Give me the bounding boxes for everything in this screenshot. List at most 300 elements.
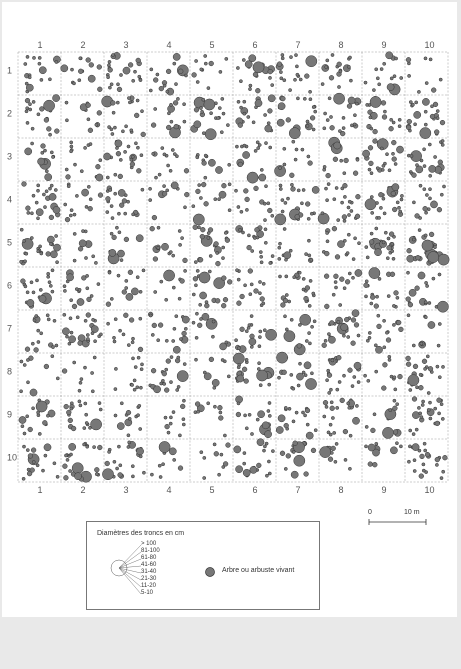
tree-symbol — [158, 323, 163, 328]
row-label: 10 — [7, 452, 18, 463]
tree-symbol — [374, 249, 381, 256]
tree-symbol — [127, 445, 130, 448]
tree-symbol — [292, 420, 295, 423]
tree-symbol — [95, 473, 98, 476]
tree-symbol — [163, 84, 166, 87]
tree-symbol — [269, 146, 272, 149]
tree-symbol — [79, 240, 86, 247]
tree-symbol — [130, 158, 133, 161]
tree-symbol — [26, 449, 29, 452]
tree-symbol — [308, 332, 311, 335]
tree-symbol — [26, 291, 29, 294]
tree-symbol — [114, 318, 117, 321]
tree-symbol — [428, 143, 431, 146]
tree-symbol — [264, 113, 267, 116]
tree-symbol — [254, 289, 259, 294]
tree-symbol — [302, 188, 305, 191]
tree-symbol — [422, 240, 433, 251]
tree-symbol — [415, 214, 420, 219]
tree-symbol — [70, 68, 73, 71]
tree-symbol — [40, 78, 43, 81]
tree-symbol — [306, 120, 309, 123]
tree-symbol — [40, 252, 43, 255]
tree-symbol — [158, 464, 161, 467]
tree-symbol — [434, 407, 437, 410]
tree-symbol — [102, 469, 113, 480]
tree-symbol — [363, 150, 370, 157]
tree-symbol — [376, 167, 379, 170]
tree-symbol — [368, 331, 371, 334]
tree-symbol — [38, 62, 41, 65]
tree-symbol — [194, 121, 201, 128]
tree-symbol — [375, 227, 378, 230]
tree-symbol — [290, 183, 293, 186]
tree-symbol — [24, 62, 27, 65]
tree-symbol — [218, 107, 221, 110]
tree-symbol — [368, 336, 371, 339]
tree-symbol — [78, 341, 83, 346]
tree-symbol — [199, 196, 202, 199]
tree-symbol — [412, 412, 419, 419]
column-label: 8 — [338, 40, 344, 50]
legend — [86, 521, 320, 610]
tree-symbol — [47, 275, 50, 278]
tree-symbol — [300, 314, 311, 325]
tree-symbol — [166, 359, 171, 364]
tree-symbol — [420, 342, 423, 345]
tree-symbol — [328, 97, 331, 100]
tree-symbol — [339, 70, 342, 73]
tree-symbol — [140, 368, 143, 371]
tree-symbol — [62, 369, 67, 374]
tree-symbol — [220, 131, 223, 134]
tree-symbol — [442, 470, 445, 473]
tree-symbol — [259, 384, 262, 387]
tree-symbol — [182, 331, 187, 336]
tree-symbol — [275, 214, 286, 225]
column-label: 6 — [252, 485, 258, 495]
tree-symbol — [424, 57, 427, 60]
tree-symbol — [73, 163, 76, 166]
tree-symbol — [424, 301, 427, 304]
tree-symbol — [208, 159, 215, 166]
tree-symbol — [258, 336, 261, 339]
tree-symbol — [227, 280, 232, 285]
tree-symbol — [413, 364, 418, 369]
tree-symbol — [82, 189, 89, 196]
tree-symbol — [420, 454, 425, 459]
tree-symbol — [387, 295, 390, 298]
tree-symbol — [237, 278, 240, 281]
tree-symbol — [78, 69, 83, 74]
tree-symbol — [70, 407, 73, 410]
tree-symbol — [240, 327, 245, 332]
tree-symbol — [279, 166, 282, 169]
tree-symbol — [69, 336, 76, 343]
tree-symbol — [419, 184, 422, 187]
tree-symbol — [70, 209, 73, 212]
tree-symbol — [195, 402, 200, 407]
tree-symbol — [131, 155, 134, 158]
tree-symbol — [415, 386, 418, 389]
tree-symbol — [386, 257, 389, 260]
tree-symbol — [200, 451, 203, 454]
tree-symbol — [312, 186, 319, 193]
tree-symbol — [184, 168, 189, 173]
tree-symbol — [199, 272, 210, 283]
tree-symbol — [334, 460, 337, 463]
tree-symbol — [379, 206, 382, 209]
tree-symbol — [38, 158, 45, 165]
tree-symbol — [162, 191, 167, 196]
tree-symbol — [291, 471, 298, 478]
tree-symbol — [437, 207, 442, 212]
tree-symbol — [245, 208, 248, 211]
tree-symbol — [165, 298, 168, 301]
tree-symbol — [214, 198, 217, 201]
tree-symbol — [260, 255, 263, 258]
tree-symbol — [392, 323, 395, 326]
tree-symbol — [207, 232, 210, 235]
tree-symbol — [30, 236, 33, 239]
tree-symbol — [194, 261, 197, 264]
row-label: 7 — [7, 323, 13, 334]
tree-symbol — [320, 447, 331, 458]
tree-symbol — [237, 205, 240, 208]
tree-symbol — [116, 467, 119, 470]
tree-symbol — [341, 201, 344, 204]
column-label: 3 — [123, 40, 129, 50]
tree-symbol — [314, 429, 317, 432]
tree-symbol — [31, 342, 34, 345]
tree-symbol — [321, 83, 324, 86]
tree-symbol — [253, 72, 258, 77]
tree-symbol — [253, 62, 264, 73]
tree-symbol — [166, 125, 171, 130]
tree-symbol — [137, 448, 144, 455]
tree-symbol — [180, 279, 185, 284]
tree-symbol — [290, 318, 293, 321]
tree-symbol — [267, 122, 270, 125]
tree-symbol — [267, 409, 270, 412]
tree-symbol — [394, 291, 399, 296]
tree-symbol — [334, 286, 337, 289]
tree-symbol — [174, 124, 179, 129]
tree-symbol — [46, 127, 51, 132]
tree-symbol — [22, 182, 27, 187]
tree-symbol — [164, 270, 175, 281]
tree-symbol — [96, 164, 101, 169]
tree-symbol — [136, 146, 139, 149]
tree-symbol — [69, 443, 76, 450]
tree-symbol — [166, 90, 169, 93]
tree-symbol — [304, 296, 309, 301]
column-label: 8 — [338, 485, 344, 495]
tree-symbol — [114, 192, 117, 195]
tree-symbol — [326, 199, 329, 202]
tree-symbol — [407, 248, 412, 253]
tree-symbol — [99, 408, 102, 411]
tree-symbol — [245, 330, 248, 333]
tree-symbol — [283, 163, 286, 166]
tree-symbol — [221, 97, 224, 100]
tree-symbol — [431, 88, 436, 93]
tree-symbol — [378, 83, 381, 86]
tree-symbol — [364, 374, 367, 377]
tree-symbol — [347, 335, 350, 338]
tree-symbol — [347, 213, 350, 216]
tree-symbol — [280, 451, 285, 456]
tree-symbol — [39, 295, 46, 302]
tree-symbol — [369, 116, 372, 119]
tree-symbol — [32, 56, 35, 59]
tree-symbol — [70, 331, 73, 334]
tree-symbol — [165, 368, 168, 371]
tree-symbol — [343, 172, 346, 175]
tree-symbol — [116, 101, 119, 104]
tree-symbol — [22, 477, 25, 480]
tree-symbol — [269, 261, 272, 264]
tree-symbol — [323, 127, 326, 130]
tree-symbol — [238, 228, 241, 231]
row-label: 3 — [7, 151, 13, 162]
tree-symbol — [107, 322, 110, 325]
tree-symbol — [104, 153, 111, 160]
column-label: 9 — [381, 40, 387, 50]
tree-symbol — [206, 318, 217, 329]
tree-symbol — [264, 228, 267, 231]
tree-symbol — [301, 148, 304, 151]
tree-symbol — [51, 346, 54, 349]
tree-symbol — [393, 430, 398, 435]
tree-symbol — [64, 475, 69, 480]
tree-symbol — [27, 299, 34, 306]
tree-symbol — [330, 401, 333, 404]
tree-symbol — [283, 298, 288, 303]
tree-symbol — [304, 74, 309, 79]
tree-symbol — [297, 189, 300, 192]
tree-symbol — [257, 370, 268, 381]
tree-symbol — [61, 65, 68, 72]
tree-symbol — [25, 252, 28, 255]
tree-symbol — [286, 454, 291, 459]
tree-symbol — [285, 275, 288, 278]
tree-symbol — [399, 327, 404, 332]
tree-symbol — [356, 194, 361, 199]
tree-symbol — [85, 413, 88, 416]
tree-symbol — [70, 299, 73, 302]
tree-symbol — [258, 292, 261, 295]
tree-symbol — [207, 87, 210, 90]
tree-symbol — [418, 449, 421, 452]
tree-symbol — [368, 462, 373, 467]
tree-symbol — [48, 187, 51, 190]
tree-symbol — [264, 142, 267, 145]
tree-symbol — [63, 285, 66, 288]
tree-symbol — [182, 423, 185, 426]
tree-symbol — [429, 165, 436, 172]
tree-symbol — [331, 416, 334, 419]
tree-symbol — [65, 101, 68, 104]
tree-symbol — [245, 358, 248, 361]
tree-symbol — [334, 142, 341, 149]
tree-symbol — [90, 294, 93, 297]
tree-symbol — [199, 303, 202, 306]
tree-symbol — [412, 344, 415, 347]
tree-symbol — [244, 284, 247, 287]
tree-symbol — [271, 84, 274, 87]
tree-symbol — [289, 173, 294, 178]
tree-symbol — [50, 251, 57, 258]
tree-symbol — [30, 212, 33, 215]
column-label: 2 — [80, 485, 86, 495]
tree-symbol — [174, 83, 177, 86]
tree-symbol — [50, 151, 53, 154]
tree-symbol — [84, 146, 87, 149]
tree-symbol — [339, 303, 342, 306]
tree-symbol — [347, 402, 350, 405]
tree-symbol — [154, 107, 157, 110]
tree-symbol — [131, 341, 134, 344]
tree-symbol — [99, 159, 102, 162]
tree-symbol — [154, 176, 157, 179]
tree-symbol — [221, 358, 224, 361]
tree-symbol — [268, 109, 273, 114]
tree-symbol — [225, 341, 228, 344]
row-label: 9 — [7, 409, 13, 420]
tree-symbol — [23, 432, 26, 435]
map-sheet — [2, 2, 457, 617]
tree-symbol — [351, 341, 356, 346]
tree-symbol — [97, 445, 102, 450]
tree-symbol — [248, 88, 251, 91]
tree-symbol — [77, 298, 84, 305]
tree-symbol — [364, 283, 369, 288]
tree-symbol — [302, 277, 305, 280]
tree-symbol — [51, 290, 54, 293]
scale-end: 10 m — [404, 509, 420, 516]
tree-symbol — [393, 406, 398, 411]
tree-symbol — [294, 54, 297, 57]
tree-symbol — [37, 329, 40, 332]
tree-symbol — [173, 153, 176, 156]
tree-symbol — [37, 184, 40, 187]
tree-symbol — [115, 140, 122, 147]
tree-symbol — [113, 460, 116, 463]
tree-symbol — [293, 276, 296, 279]
tree-symbol — [324, 304, 329, 309]
tree-symbol — [164, 388, 169, 393]
tree-symbol — [366, 256, 369, 259]
tree-symbol — [204, 154, 207, 157]
tree-symbol — [400, 76, 403, 79]
tree-symbol — [286, 118, 291, 123]
tree-symbol — [334, 281, 337, 284]
tree-symbol — [128, 63, 133, 68]
tree-symbol — [98, 193, 103, 198]
tree-symbol — [438, 376, 441, 379]
tree-symbol — [391, 242, 394, 245]
tree-symbol — [39, 107, 44, 112]
tree-symbol — [40, 332, 43, 335]
tree-symbol — [285, 293, 288, 296]
tree-symbol — [26, 55, 29, 58]
tree-symbol — [390, 118, 393, 121]
tree-symbol — [97, 87, 102, 92]
tree-symbol — [268, 76, 271, 79]
tree-symbol — [54, 129, 59, 134]
tree-symbol — [281, 303, 286, 308]
tree-symbol — [129, 318, 134, 323]
tree-symbol — [138, 404, 141, 407]
tree-symbol — [65, 168, 68, 171]
tree-symbol — [48, 281, 51, 284]
tree-symbol — [371, 211, 374, 214]
tree-symbol — [136, 58, 141, 63]
tree-symbol — [341, 324, 348, 331]
tree-symbol — [387, 84, 394, 91]
tree-symbol — [383, 362, 388, 367]
tree-symbol — [268, 95, 275, 102]
tree-symbol — [156, 73, 159, 76]
tree-symbol — [45, 190, 48, 193]
tree-symbol — [376, 295, 379, 298]
tree-symbol — [407, 255, 414, 262]
tree-symbol — [32, 100, 35, 103]
tree-symbol — [47, 272, 50, 275]
tree-symbol — [277, 376, 280, 379]
tree-symbol — [305, 339, 308, 342]
tree-symbol — [169, 169, 172, 172]
tree-symbol — [368, 145, 373, 150]
tree-symbol — [276, 426, 283, 433]
tree-symbol — [297, 384, 300, 387]
tree-symbol — [209, 357, 214, 362]
tree-symbol — [243, 151, 250, 158]
tree-symbol — [124, 150, 127, 153]
tree-symbol — [173, 346, 180, 353]
tree-symbol — [196, 269, 199, 272]
tree-symbol — [427, 391, 430, 394]
tree-symbol — [200, 234, 205, 239]
tree-symbol — [116, 151, 121, 156]
tree-symbol — [426, 284, 429, 287]
tree-symbol — [406, 57, 411, 62]
tree-symbol — [236, 412, 241, 417]
tree-symbol — [324, 339, 327, 342]
tree-symbol — [218, 473, 221, 476]
tree-symbol — [204, 99, 215, 110]
tree-symbol — [354, 237, 357, 240]
column-label: 4 — [166, 40, 172, 50]
tree-symbol — [93, 356, 96, 359]
tree-symbol — [248, 269, 253, 274]
tree-symbol — [419, 385, 424, 390]
tree-symbol — [337, 85, 340, 88]
tree-symbol — [278, 103, 285, 110]
tree-symbol — [422, 400, 425, 403]
tree-symbol — [329, 115, 332, 118]
tree-symbol — [381, 168, 384, 171]
tree-symbol — [428, 252, 439, 263]
tree-symbol — [131, 475, 134, 478]
tree-symbol — [182, 399, 185, 402]
tree-symbol — [337, 241, 344, 248]
tree-symbol — [44, 444, 51, 451]
tree-symbol — [153, 78, 158, 83]
tree-symbol — [50, 184, 53, 187]
tree-symbol — [300, 202, 303, 205]
